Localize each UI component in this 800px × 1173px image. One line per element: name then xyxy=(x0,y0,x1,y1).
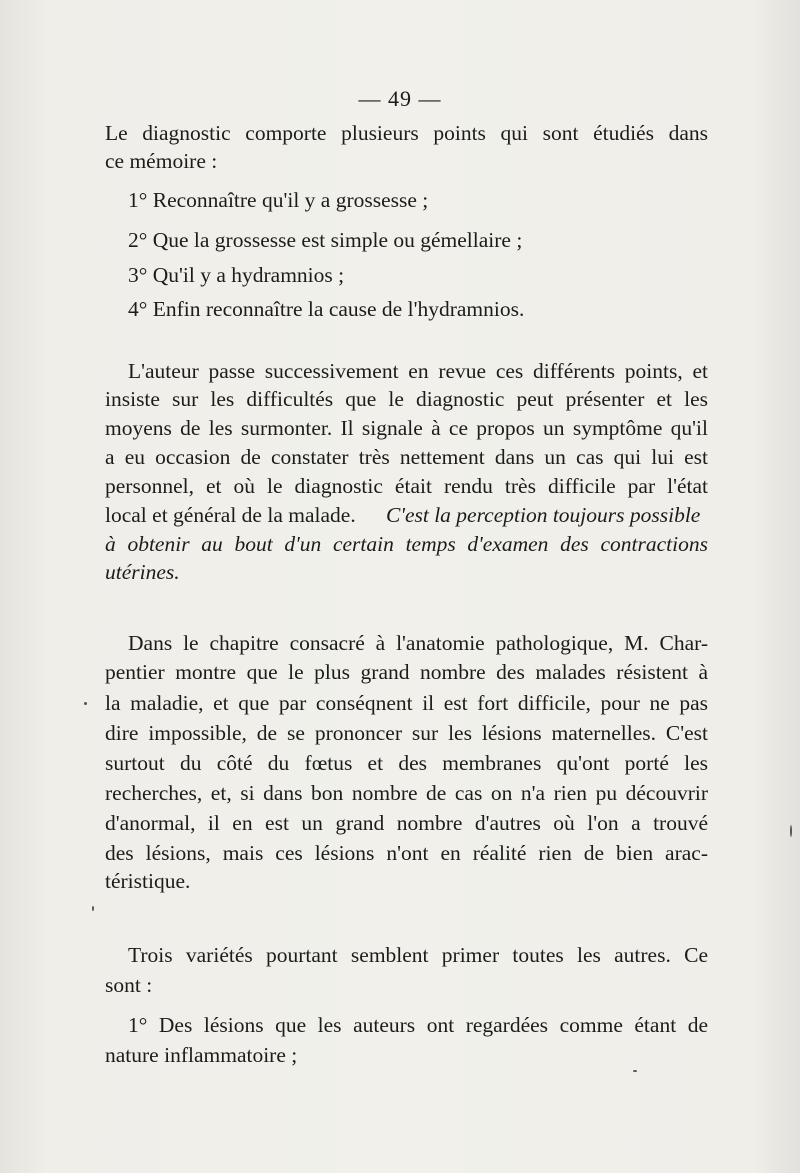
page-number: — 49 — xyxy=(358,86,442,111)
list-item: 2° Que la grossesse est simple ou gémellaire ; xyxy=(128,228,523,252)
text-line: sont : xyxy=(105,973,153,997)
italic-text: C'est la perception toujours possible xyxy=(386,503,701,527)
text-line: Trois variétés pourtant semblent primer toutes les autres. Ce xyxy=(128,943,708,967)
text-line: surtout du côté du fœtus et des membranes qu'ont porté les xyxy=(105,751,708,775)
list-item: 4° Enfin reconnaître la cause de l'hydramnios. xyxy=(128,297,525,321)
text-line: dire impossible, de se prononcer sur les lésions maternelles. C'est xyxy=(105,721,708,745)
text-line: moyens de les surmonter. Il signale à ce propos un symptôme qu'il xyxy=(105,416,708,440)
text-line: pentier montre que le plus grand nombre des malades résistent à xyxy=(105,660,708,684)
text-line: téristique. xyxy=(105,869,191,893)
text-line: recherches, et, si dans bon nombre de cas on n'a rien pu découvrir xyxy=(105,781,708,805)
ink-speck xyxy=(92,906,94,911)
text-line: a eu occasion de constater très nettement dans un cas qui lui est xyxy=(105,445,708,469)
text-line: Le diagnostic comporte plusieurs points qui sont étudiés dans xyxy=(105,121,708,145)
ink-speck xyxy=(84,702,87,705)
list-item: 1° Reconnaître qu'il y a grossesse ; xyxy=(128,188,429,212)
text-line: 1° Des lésions que les auteurs ont regardées comme étant de xyxy=(128,1013,708,1037)
ink-speck xyxy=(633,1070,637,1072)
italic-text: à obtenir au bout d'un certain temps d'examen des contractions xyxy=(105,532,708,556)
text-line: nature inflammatoire ; xyxy=(105,1043,298,1067)
ink-speck xyxy=(790,825,792,837)
text-line: la maladie, et que par conséqnent il est fort difficile, pour ne pas xyxy=(105,691,708,715)
text-line: d'anormal, il en est un grand nombre d'autres où l'on a trouvé xyxy=(105,811,708,835)
text-line: des lésions, mais ces lésions n'ont en réalité rien de bien arac- xyxy=(105,841,708,865)
text-line: ce mémoire : xyxy=(105,149,218,173)
list-item: 3° Qu'il y a hydramnios ; xyxy=(128,263,345,287)
text-line: Dans le chapitre consacré à l'anatomie pathologique, M. Char- xyxy=(128,631,708,655)
text-line: personnel, et où le diagnostic était rendu très difficile par l'état xyxy=(105,474,708,498)
text-line: L'auteur passe successivement en revue ces différents points, et xyxy=(128,359,708,383)
italic-text: utérines. xyxy=(105,560,180,584)
text-line: local et général de la malade. xyxy=(105,503,356,527)
text-line: insiste sur les difficultés que le diagnostic peut présenter et les xyxy=(105,387,708,411)
